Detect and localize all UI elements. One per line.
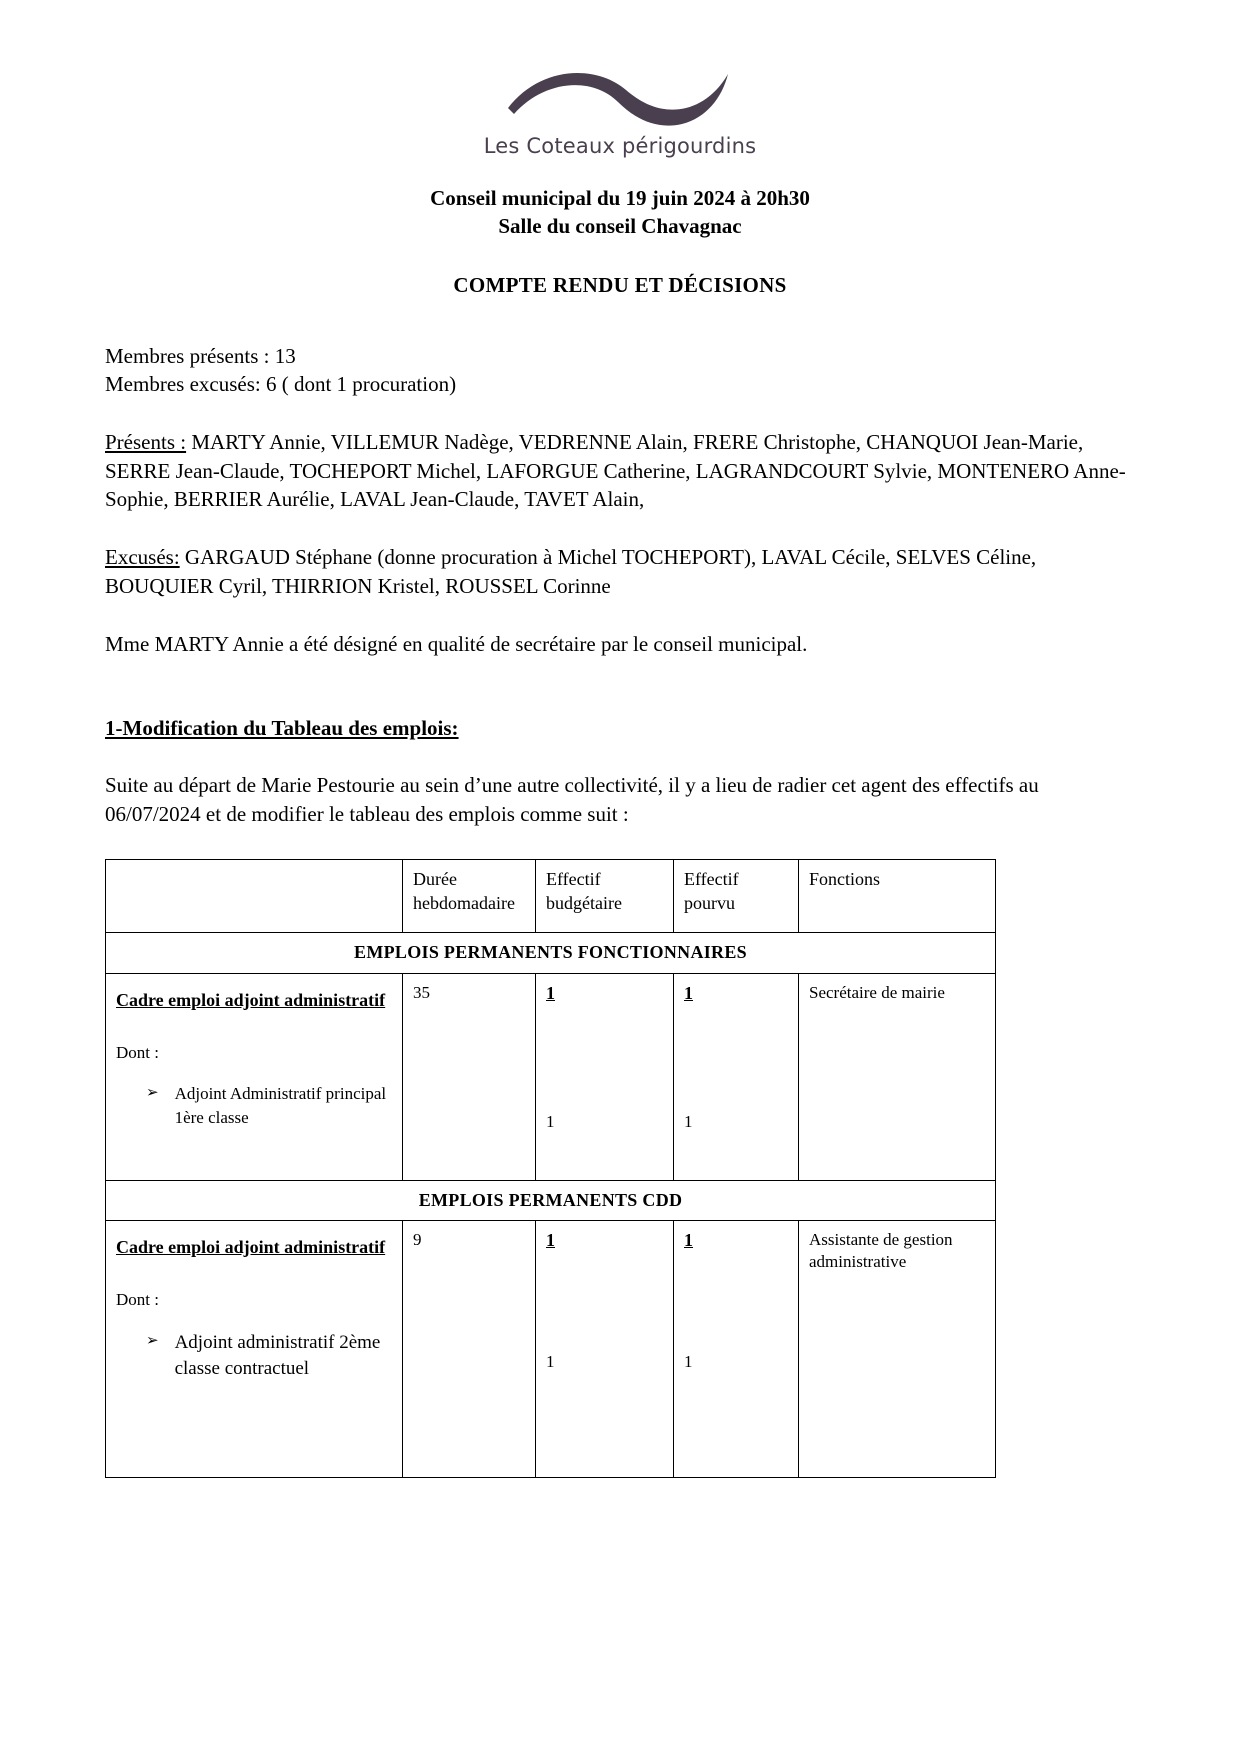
row2-budgetaire [536,1221,674,1478]
row2-budgetaire-value: 1 [546,1351,555,1371]
row1-pourvu-top: 1 [684,982,693,1003]
header-cell-effectif-budgetaire: Effectif budgétaire [536,860,674,933]
row1-bullet-text: Adjoint Administratif principal 1ère classe [174,1084,387,1127]
document-heading: COMPTE RENDU ET DÉCISIONS [453,272,787,297]
arrow-bullet-icon: ➢ [146,1330,159,1349]
excuses-label: Excusés: [105,545,180,570]
row1-budgetaire-value: 1 [546,1112,555,1132]
row2-fonction [799,1221,996,1478]
row2-pourvu-top: 1 [684,1230,693,1251]
section-1-title: 1-Modification du Tableau des emplois: [105,716,459,741]
row1-dont-label: Dont : [116,1043,159,1063]
members-present: Membres présents : 13 [105,343,296,368]
header-cell-fonctions: Fonctions [799,860,996,933]
row1-duree-value: 35 [413,982,430,1002]
presents-label: Présents : [105,430,187,455]
row2-pourvu-value: 1 [684,1351,693,1371]
secretary-note: Mme MARTY Annie a été désigné en qualité de secrétaire par le conseil municipal. [105,632,808,657]
table-band-row-cdd [106,1180,996,1220]
page-title: Conseil municipal du 19 juin 2024 à 20h30 [430,186,810,210]
table-header-row [106,860,996,933]
section-1-intro: Suite au départ de Marie Pestourie au sein d’une autre collectivité, il y a lieu de radier cet agent des effectifs au 06/07/2024 et de modifier le tableau des emplois comme suit : [105,773,1039,827]
presents-paragraph [105,428,1135,513]
tableau-des-emplois [105,859,996,1478]
logo [105,68,1135,158]
row1-budgetaire [536,973,674,1180]
swoosh-logo-icon [500,68,740,140]
row2-bullet-text: Adjoint administratif 2ème classe contractuel [174,1331,381,1380]
excuses-paragraph [105,543,1135,600]
table-row [106,1221,996,1478]
table-row [106,973,996,1180]
row1-bullet [116,1082,392,1130]
row1-pourvu-value: 1 [684,1112,693,1132]
table-band-row-fonctionnaires [106,933,996,973]
row1-duree [403,973,536,1180]
row1-pourvu [674,973,799,1180]
row1-budgetaire-top: 1 [546,982,555,1003]
row2-duree [403,1221,536,1478]
row2-dont-label: Dont : [116,1290,159,1310]
row2-cadre-cell [106,1221,403,1478]
row2-pourvu [674,1221,799,1478]
band-emplois-permanents-fonctionnaires: EMPLOIS PERMANENTS FONCTIONNAIRES [106,933,996,973]
excuses-text: GARGAUD Stéphane (donne procuration à Michel TOCHEPORT), LAVAL Cécile, SELVES Céline, BOUQUIER Cyril, THIRRION Kristel, ROUSSEL Corinne [105,545,1037,598]
band-emplois-permanents-cdd: EMPLOIS PERMANENTS CDD [106,1180,996,1220]
header-cell-blank [106,860,403,933]
row2-duree-value: 9 [413,1230,422,1250]
presents-text: MARTY Annie, VILLEMUR Nadège, VEDRENNE Alain, FRERE Christophe, CHANQUOI Jean-Marie, SERRE Jean-Claude, TOCHEPORT Michel, LAFORGUE Catherine, LAGRANDCOURT Sylvie, MONTENERO Anne-Sophie, BERRIER Aurélie, LAVAL Jean-Claude, TAVET Alain, [105,430,1126,512]
row2-budgetaire-top: 1 [546,1230,555,1251]
attendance-block [105,342,1135,399]
row1-cadre-label: Cadre emploi adjoint administratif [116,989,386,1010]
page-subtitle: Salle du conseil Chavagnac [498,214,742,239]
row1-fonction [799,973,996,1180]
row2-cadre-label: Cadre emploi adjoint administratif [116,1237,386,1258]
row2-bullet [116,1330,392,1383]
logo-text: Les Coteaux périgourdins [483,134,757,158]
row2-fonction-text: Assistante de gestion administrative [809,1230,953,1272]
members-excused: Membres excusés: 6 ( dont 1 procuration) [105,372,457,397]
header-cell-duree: Durée hebdomadaire [403,860,536,933]
row1-fonction-text: Secrétaire de mairie [809,982,945,1002]
header-cell-effectif-pourvu: Effectif pourvu [674,860,799,933]
row1-cadre-cell [106,973,403,1180]
arrow-bullet-icon: ➢ [146,1083,159,1102]
